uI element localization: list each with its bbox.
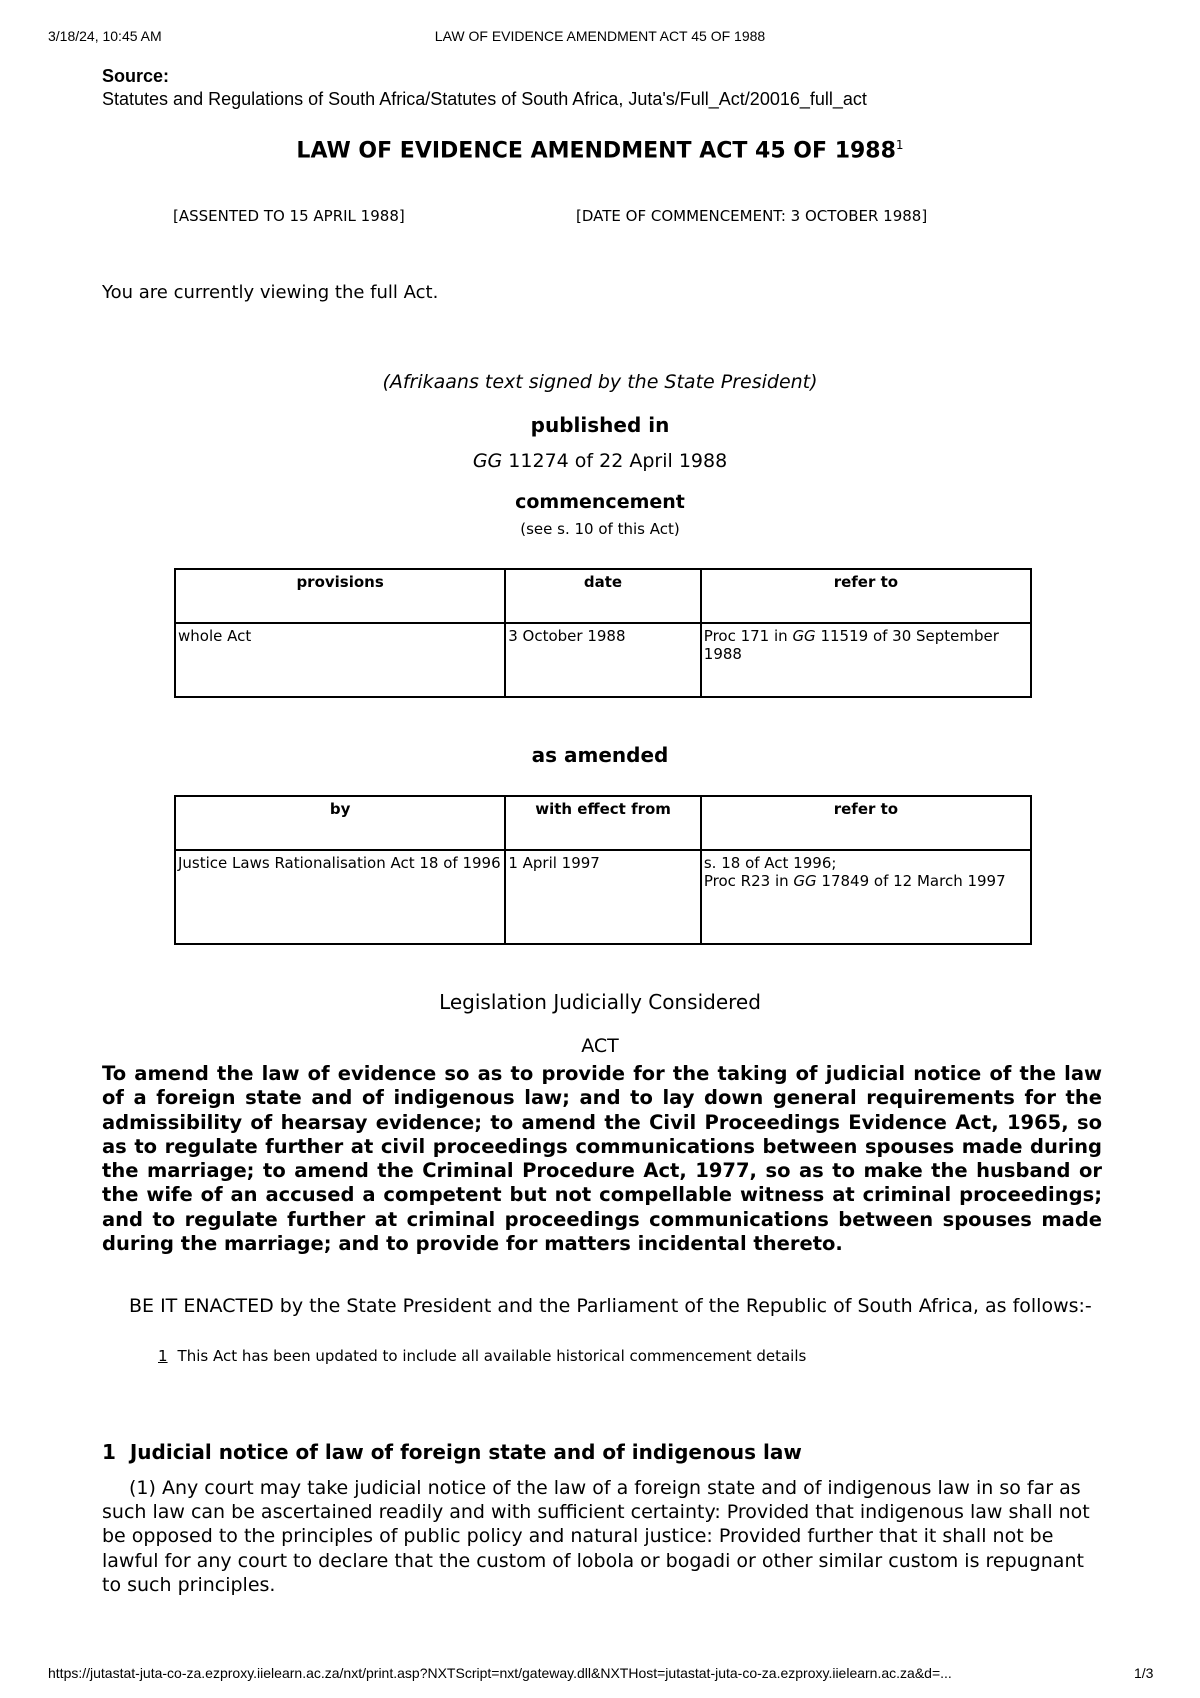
act-title-text: LAW OF EVIDENCE AMENDMENT ACT 45 OF 1988 bbox=[296, 138, 896, 164]
refer-to-cell bbox=[701, 623, 1031, 697]
column-header: refer to bbox=[701, 569, 1031, 623]
refer-to-cell bbox=[701, 850, 1031, 944]
footnote-text: This Act has been updated to include all available historical commencement details bbox=[177, 1347, 807, 1365]
column-header: refer to bbox=[701, 796, 1031, 850]
footnote-reference-link[interactable]: 1 bbox=[895, 138, 904, 152]
gazette-abbrev: GG bbox=[793, 872, 817, 890]
commencement-table bbox=[174, 568, 1032, 698]
refer-prefix: Proc R23 in bbox=[703, 872, 794, 890]
source-label: Source: bbox=[102, 66, 170, 86]
column-header: date bbox=[505, 569, 701, 623]
gazette-abbrev: GG bbox=[472, 450, 503, 472]
long-title: To amend the law of evidence so as to provide for the taking of judicial notice of the law of a foreign state and of indigenous law; and to lay down general requirements for the admissibility of hearsay evidence; to amend the Civil Proceedings Evidence Act, 1965, so as to regulate further at civil proceedings communications between spouses made during the marriage; to amend the Criminal Procedure Act, 1977, so as to make the husband or the wife of an accused a competent but not compellable witness at criminal proceedings; and to regulate further at criminal proceedings communications between spouses made during the marriage; and to provide for matters incidental thereto. bbox=[102, 1062, 1102, 1256]
legislation-judicially-considered-link[interactable]: Legislation Judicially Considered bbox=[439, 990, 761, 1014]
table-row bbox=[175, 850, 1031, 944]
effect-date-cell: 1 April 1997 bbox=[505, 850, 701, 944]
footnote-number-link[interactable]: 1 bbox=[158, 1347, 168, 1365]
provisions-cell: whole Act bbox=[175, 623, 505, 697]
as-amended-heading: as amended bbox=[531, 743, 669, 767]
published-heading: published in bbox=[530, 413, 670, 437]
amendment-table bbox=[174, 795, 1032, 945]
print-header-title: LAW OF EVIDENCE AMENDMENT ACT 45 OF 1988 bbox=[434, 28, 766, 44]
act-title bbox=[0, 138, 1200, 163]
section-1-subsection-1: (1) Any court may take judicial notice of the law of a foreign state and of indigenous law in so far as such law can be ascertained readily and with sufficient certainty: Provided that indigenous law shall not be opposed to the principles of public policy and natural justice: Provided further that it shall not be lawful for any court to declare that the custom of lobola or bogadi or other similar custom is repugnant to such principles. bbox=[102, 1477, 1090, 1596]
gazette-reference bbox=[0, 450, 1200, 472]
date-cell: 3 October 1988 bbox=[505, 623, 701, 697]
amending-act-cell: Justice Laws Rationalisation Act 18 of 1996 bbox=[175, 850, 505, 944]
enacting-clause: BE IT ENACTED by the State President and the Parliament of the Republic of South Africa, as follows:- bbox=[129, 1295, 1092, 1317]
section-1-heading: 1 Judicial notice of law of foreign state and of indigenous law bbox=[102, 1440, 802, 1464]
gazette-abbrev: GG bbox=[792, 627, 816, 645]
refer-line-1: s. 18 of Act 1996; bbox=[703, 854, 837, 872]
print-footer-url: https://jutastat-juta-co-za.ezproxy.iielearn.ac.za/nxt/print.asp?NXTScript=nxt/gateway.dll&NXTHost=jutastat-juta-co-za.ezproxy.iielearn.ac.za&d=... bbox=[48, 1665, 952, 1681]
afrikaans-note: (Afrikaans text signed by the State President) bbox=[382, 371, 818, 393]
commencement-date: [DATE OF COMMENCEMENT: 3 OCTOBER 1988] bbox=[576, 207, 928, 225]
viewing-note: You are currently viewing the full Act. bbox=[102, 282, 439, 303]
refer-prefix: Proc 171 in bbox=[703, 627, 793, 645]
refer-suffix: 11519 of 30 September 1988 bbox=[703, 627, 999, 663]
gazette-detail: 11274 of 22 April 1988 bbox=[502, 450, 728, 472]
source-path: Statutes and Regulations of South Africa/Statutes of South Africa, Juta's/Full_Act/20016_full_act bbox=[102, 89, 867, 109]
column-header: provisions bbox=[175, 569, 505, 623]
table-row bbox=[175, 623, 1031, 697]
assented-date: [ASSENTED TO 15 APRIL 1988] bbox=[173, 207, 405, 225]
footnote bbox=[158, 1347, 806, 1365]
column-header: with effect from bbox=[505, 796, 701, 850]
table-header-row bbox=[175, 569, 1031, 623]
table-header-row bbox=[175, 796, 1031, 850]
print-header-datetime: 3/18/24, 10:45 AM bbox=[48, 28, 162, 44]
act-label: ACT bbox=[581, 1035, 619, 1057]
refer-suffix: 17849 of 12 March 1997 bbox=[816, 872, 1006, 890]
column-header: by bbox=[175, 796, 505, 850]
commencement-heading: commencement bbox=[515, 491, 685, 513]
print-footer-page: 1/3 bbox=[1134, 1665, 1154, 1681]
commencement-note: (see s. 10 of this Act) bbox=[520, 520, 680, 538]
